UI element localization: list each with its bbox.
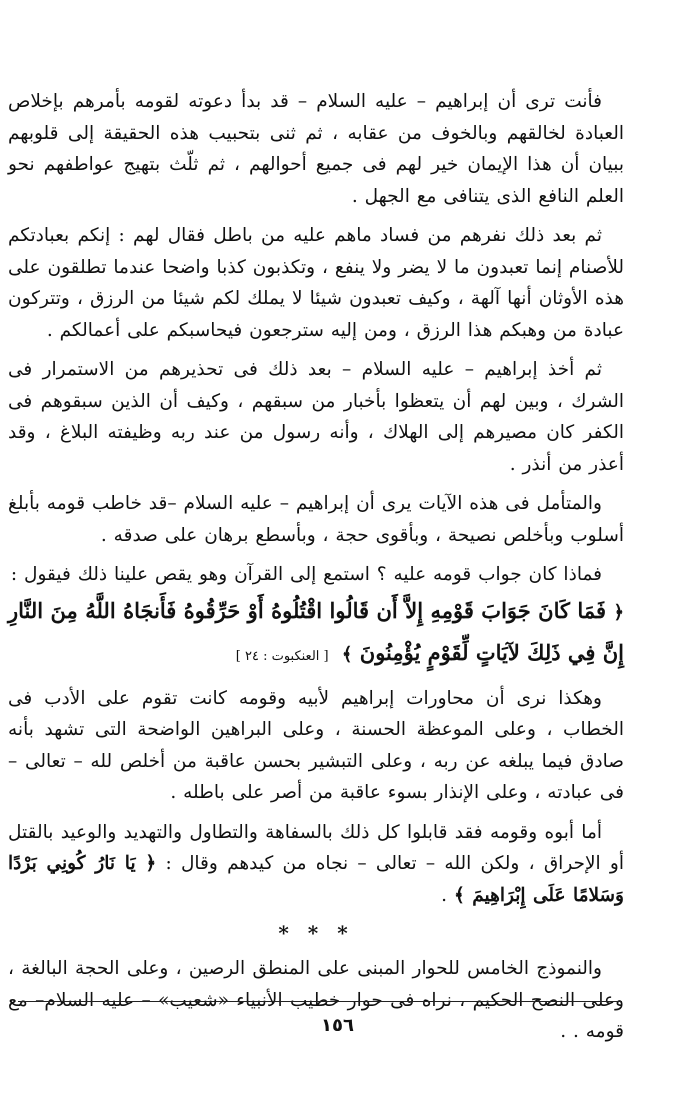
verse-reference: [ العنكبوت : ٢٤ ] (235, 648, 329, 664)
paragraph-4: والمتأمل فى هذه الآيات يرى أن إبراهيم – عليه السلام –قد خاطب قومه بأبلغ أسلوب وبأخلص نصيحة ، وبأقوى حجة ، وبأسطع برهان على صدقه . (8, 493, 624, 546)
page-number: ١٥٦ (321, 1015, 354, 1036)
paragraph-6-end: . (441, 884, 448, 906)
paragraph-7: والنموذج الخامس للحوار المبنى على المنطق الرصين ، وعلى الحجة البالغة ، وعلى النصح الحكيم ، نراه فى حوار خطيب الأنبياء «شعيب» – عليه السلام– مع قومه . . (8, 958, 624, 1042)
paragraph-6 (8, 817, 624, 912)
paragraph-5: وهكذا نرى أن محاورات إبراهيم لأبيه وقومه كانت تقوم على الأدب فى الخطاب ، وعلى الموعظة الحسنة ، وعلى البراهين الواضحة التى تشهد بأنه صادق فيما يبلغه عن ربه ، وعلى التبشير بحسن عاقبة من أخلص لله – تعالى – فى عبادته ، وعلى الإنذار بسوء عاقبة من أصر على باطله . (8, 687, 624, 803)
paragraph-2: ثم بعد ذلك نفرهم من فساد ماهم عليه من باطل فقال لهم : إنكم بعبادتكم للأصنام إنما تعبدون ما لا يضر ولا ينفع ، وتكذبون كذبا واضحا عندما تطلقون على هذه الأوثان أنها آلهة ، وكيف تعبدون شيئا لا يملك لكم شيئا من الرزق ، وتتركون عبادة من وهبكم هذا الرزق ، ومن إليه سترجعون فيحاسبكم على أعمالكم . (8, 225, 624, 341)
verse-text: فَمَا كَانَ جَوَابَ قَوْمِهِ إِلاَّ أَن قَالُوا اقْتُلُوهُ أَوْ حَرِّقُوهُ فَأَنجَاهُ اللَّهُ مِنَ النَّارِ إِنَّ فِي ذَلِكَ لآيَاتٍ لِّقَوْمٍ يُؤْمِنُونَ (8, 597, 624, 665)
quran-verse (8, 591, 624, 677)
paragraph-1: فأنت ترى أن إبراهيم – عليه السلام – قد بدأ دعوته لقومه بأمرهم بإخلاص العبادة لخالقهم وبالخوف من عقابه ، ثم ثنى بتحبيب هذه الحقيقة إلى قلوبهم ببيان أن هذا الإيمان خير لهم فى جميع أحوالهم ، ثم ثلّث بتهيج عواطفهم نحو العلم النافع الذى يتنافى مع الجهل . (8, 91, 624, 207)
paragraph-6-text: أما أبوه وقومه فقد قابلوا كل ذلك بالسفاهة والتطاول والتهديد والوعيد بالقتل أو الإحراق ، ولكن الله – تعالى – نجاه من كيدهم وقال : (8, 821, 624, 874)
footer-divider (18, 1001, 622, 1002)
question-intro: فماذا كان جواب قومه عليه ؟ استمع إلى القرآن وهو يقص علينا ذلك فيقول : (10, 564, 602, 585)
page-body (8, 86, 624, 1056)
paragraph-3: ثم أخذ إبراهيم – عليه السلام – بعد ذلك فى تحذيرهم من الاستمرار فى الشرك ، وبين لهم أن يتعظوا بأخبار من سبقهم ، وكيف أن الذين سبقوهم فى الكفر كان مصيرهم إلى الهلاك ، وأنه رسول من عند ربه وظيفته البلاغ ، وقد أعذر من أنذر . (8, 359, 624, 475)
section-separator: * * * (278, 921, 354, 945)
verse-open-bracket: ﴿ (613, 601, 625, 623)
inline-quran-quote: ﴿ يَا نَارُ كُونِي بَرْدًا وَسَلامًا عَلَى إِبْرَاهِيمَ ﴾ (8, 853, 624, 906)
verse-close-bracket: ﴾ (341, 643, 353, 665)
